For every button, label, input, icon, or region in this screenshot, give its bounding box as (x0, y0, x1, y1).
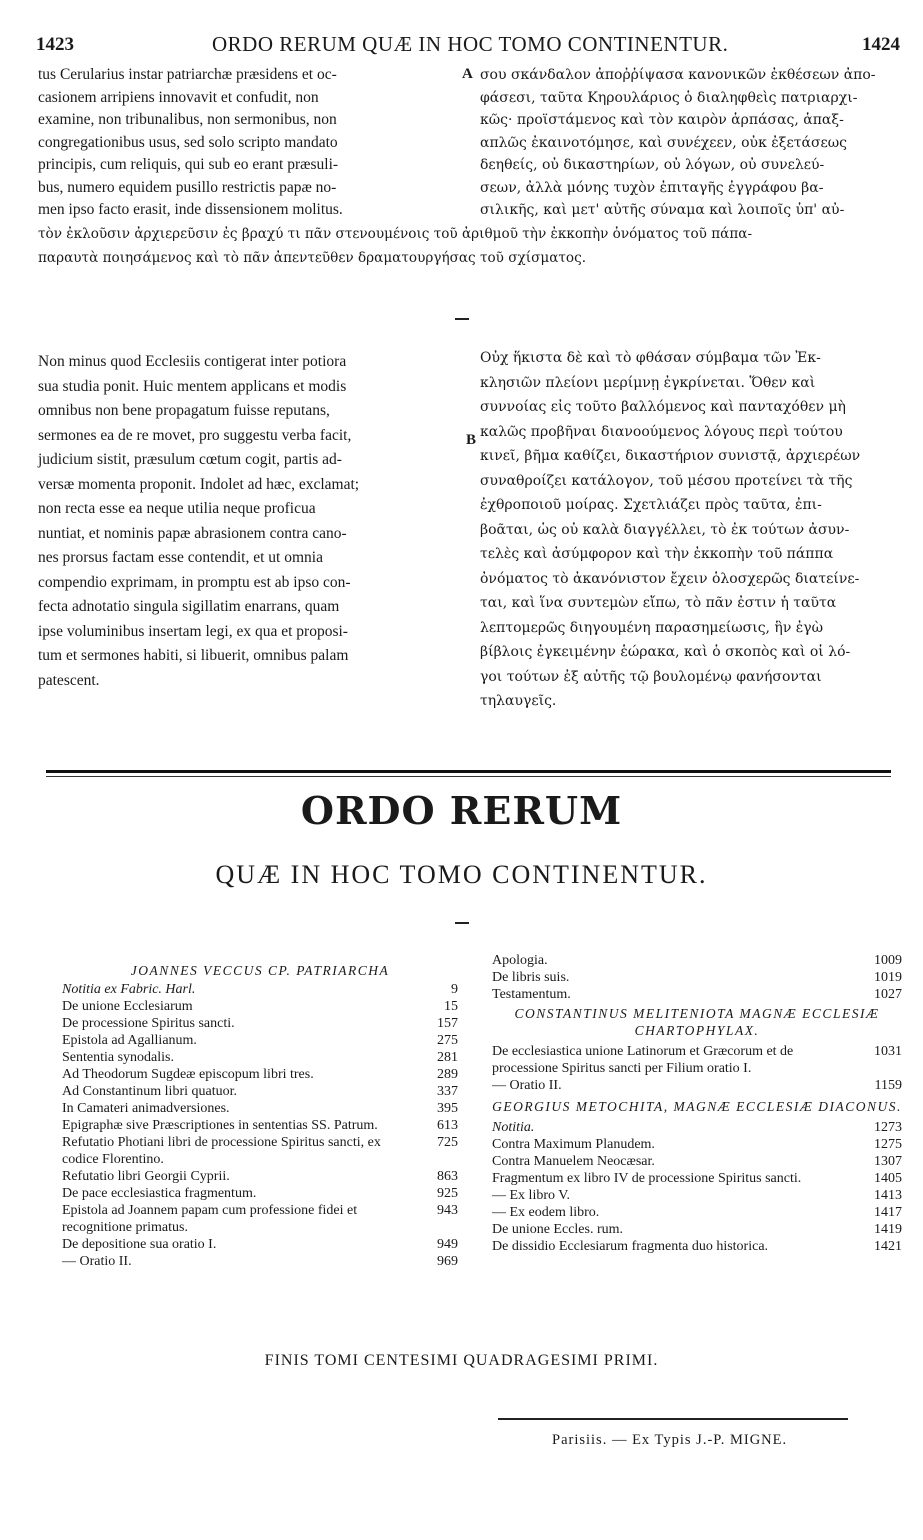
toc-entry (62, 1032, 458, 1049)
toc-entry-title: Fragmentum ex libro IV de processione Spiritus sancti. (492, 1171, 802, 1186)
text-line: Οὐχ ἥκιστα δὲ καὶ τὸ φθάσαν σύμβαμα τῶν Ἐκ- (480, 350, 821, 366)
toc-entry-title: Notitia. (492, 1120, 535, 1135)
toc-entry-page: 15 (444, 999, 458, 1014)
text-line: βοᾶται, ὡς οὐ καλὰ διαγγέλλει, τὸ ἐκ τούτων ἀσυν- (480, 521, 850, 538)
toc-entry (492, 986, 902, 1003)
toc-entry-page: 1405 (874, 1171, 902, 1186)
toc-entry-page: 1421 (874, 1239, 902, 1254)
toc-author-heading: CONSTANTINUS MELITENIOTA MAGNÆ ECCLESIÆ CHARTOPHYLAX. (514, 1006, 880, 1038)
toc-entry-title: De unione Eccles. rum. (492, 1222, 624, 1237)
toc-entry (492, 1170, 902, 1187)
toc-left-column (62, 962, 458, 1270)
toc-entry-page: 275 (437, 1033, 458, 1048)
text-line: tus Cerularius instar patriarchæ præsidens et oc- (38, 66, 337, 83)
toc-entry (62, 1117, 458, 1134)
text-line: non recta esse ea neque utilia neque proficua (38, 500, 316, 517)
text-line: judicium sistit, præsulum cœtum cogit, partis ad- (38, 451, 342, 468)
toc-entry-title: Epistola ad Joannem papam cum professione fidei et recognitione primatus. (62, 1203, 358, 1235)
toc-entry-title: Epistola ad Agallianum. (62, 1033, 197, 1048)
toc-author-heading: GEORGIUS METOCHITA, MAGNÆ ECCLESIÆ DIACONUS. (492, 1099, 902, 1114)
greek-column-b (480, 346, 900, 714)
toc-entry-title: — Oratio II. (62, 1254, 132, 1269)
toc-entry (62, 1236, 458, 1253)
text-line: patescent. (38, 671, 100, 689)
toc-entry-page: 1413 (874, 1188, 902, 1203)
text-line: ἐχθροποιοῦ μοίρας. Σχετλιάζει πρὸς ταῦτα, ἐπι- (480, 497, 822, 513)
toc-author-heading: JOANNES VECCUS CP. PATRIARCHA (130, 963, 390, 978)
toc-entry-page: 949 (437, 1237, 458, 1252)
text-line: κῶς· προϊστάμενος καὶ τὸν καιρὸν ἁρπάσας, ἁπαξ- (480, 112, 844, 128)
text-line: σιλικῆς, καὶ μετ' αὐτῆς σύναμα καὶ λοιποῖς ὑπ' αὐ- (480, 202, 845, 218)
text-line: sua studia ponit. Huic mentem applicans et modis (38, 377, 347, 395)
text-line: compendio exprimam, in promptu est ab ipso con- (38, 573, 351, 591)
toc-entry (492, 1187, 902, 1204)
toc-entry (492, 1077, 902, 1094)
text-line: sermones ea de re movet, pro suggestu verba facit, (38, 426, 352, 444)
toc-entry (62, 1168, 458, 1185)
toc-entry-title: De ecclesiastica unione Latinorum et Græcorum et de processione Spiritus sancti per Filium oratio I. (492, 1044, 794, 1076)
text-line: δεηθείς, οὐ δικαστηρίων, οὐ λόγων, οὐ συνελεύ- (480, 157, 825, 173)
greek-full-width-text (38, 222, 900, 270)
toc-entry-page: 9 (451, 982, 458, 997)
text-line: nes prorsus factam esse contendit, et ut omnia (38, 549, 323, 566)
toc-entry-title: De dissidio Ecclesiarum fragmenta duo historica. (492, 1239, 769, 1254)
text-line: απλῶς ἐκαινοτόμησε, καὶ συνέχεεν, οὐκ ἐξετάσεως (480, 134, 848, 151)
latin-column-b (38, 350, 456, 693)
toc-entry (492, 969, 902, 986)
finis-line: FINIS TOMI CENTESIMI QUADRAGESIMI PRIMI. (264, 1352, 659, 1369)
toc-entry (62, 1066, 458, 1083)
toc-entry-title: De depositione sua oratio I. (62, 1237, 217, 1252)
toc-entry-page: 1419 (874, 1222, 902, 1237)
text-line: σου σκάνδαλον ἀποῤῥίψασα κανονικῶν ἐκθέσεων ἀπο- (480, 67, 876, 83)
text-line: τελὲς καὶ ἀσύμφορον καὶ τὴν ἐκκοπὴν τοῦ πάππα (480, 546, 834, 562)
text-line: κινεῖ, βῆμα καθίζει, δικαστήριον συνιστᾷ, ἀρχιερέων (480, 448, 861, 464)
toc-entry (62, 1185, 458, 1202)
toc-entry-page: 1417 (874, 1205, 902, 1220)
toc-entry-page: 1275 (874, 1137, 902, 1152)
printer-imprint: Parisiis. — Ex Typis J.-P. MIGNE. (552, 1432, 788, 1448)
toc-entry-title: Sententia synodalis. (62, 1050, 174, 1065)
text-line: versæ momenta proponit. Indolet ad hæc, exclamat; (38, 475, 360, 493)
toc-entry-page: 395 (437, 1101, 458, 1116)
toc-entry (62, 998, 458, 1015)
toc-entry-title: Epigraphæ sive Præscriptiones in sententias SS. Patrum. (62, 1118, 378, 1133)
toc-entry-title: De unione Ecclesiarum (62, 999, 193, 1014)
toc-entry-title: De pace ecclesiastica fragmentum. (62, 1186, 257, 1201)
text-line: συννοίας εἰς τοῦτο βαλλόμενος καὶ πανταχόθεν μὴ (480, 399, 846, 415)
imprint-rule (498, 1418, 848, 1420)
toc-entry (62, 1049, 458, 1066)
running-title: ORDO RERUM QUÆ IN HOC TOMO CONTINENTUR. (212, 32, 729, 56)
toc-entry-page: 863 (437, 1169, 458, 1184)
toc-entry-page: 1019 (874, 970, 902, 985)
text-line: congregationibus usus, sed solo scripto mandato (38, 133, 338, 151)
toc-entry-title: Refutatio libri Georgii Cyprii. (62, 1169, 230, 1184)
toc-entry-title: — Ex eodem libro. (492, 1205, 600, 1220)
toc-entry-title: Refutatio Photiani libri de processione Spiritus sancti, ex codice Florentino. (62, 1135, 381, 1167)
text-line: βίβλοις ἐγκειμένην ἑώρακα, καὶ ὁ σκοπὸς καὶ οἱ λό- (480, 644, 851, 660)
text-line: examine, non tribunalibus, non sermonibus, non (38, 111, 337, 128)
running-header (22, 30, 900, 60)
toc-entry-page: 1307 (874, 1154, 902, 1169)
toc-entry (62, 1083, 458, 1100)
toc-entry (492, 1153, 902, 1170)
toc-entry (492, 1221, 902, 1238)
text-line: omnibus non bene propagatum fuisse reputans, (38, 402, 330, 419)
toc-entry-page: 943 (437, 1203, 458, 1218)
text-line: γοι τούτων ἐξ αὐτῆς τῷ βουλομένῳ φανήσονται (480, 668, 822, 685)
toc-entry-page: 1159 (874, 1078, 902, 1093)
text-line: Non minus quod Ecclesiis contigerat inter potiora (38, 353, 347, 370)
toc-entry-page: 613 (437, 1118, 458, 1133)
toc-entry-page: 969 (437, 1254, 458, 1269)
toc-entry (492, 1136, 902, 1153)
text-line: men ipso facto erasit, inde dissensionem molitus. (38, 201, 343, 218)
text-line: φάσεσι, ταῦτα Κηρουλάριος ὁ διαληφθεὶς πατριαρχι- (480, 89, 858, 106)
text-line: ipse voluminibus insertam legi, ex qua et proposi- (38, 622, 348, 640)
text-line: tum et sermones habiti, si libuerit, omnibus palam (38, 647, 349, 664)
toc-entry-title: Apologia. (492, 953, 548, 968)
toc-entry (492, 1238, 902, 1255)
text-line: ται, καὶ ἵνα συντεμὼν εἴπω, τὸ πᾶν ἐστιν ἡ ταῦτα (480, 595, 837, 611)
toc-entry-title: Testamentum. (492, 987, 571, 1002)
text-line: τηλαυγεῖς. (480, 693, 557, 709)
text-line: τὸν ἐκλοῦσιν ἀρχιερεῦσιν ἐς βραχύ τι πᾶν στενουμένοις τοῦ ἀριθμοῦ τὴν ἐκκοπὴν ὀνόματος τοῦ πάπα- (38, 226, 753, 242)
text-line: casionem arripiens innovavit et confudit, non (38, 88, 319, 106)
toc-entry-page: 289 (437, 1067, 458, 1082)
page-title: ORDO RERUM (300, 788, 623, 833)
toc-entry-page: 925 (437, 1186, 458, 1201)
text-line: παραυτὰ ποιησάμενος καὶ τὸ πᾶν ἀπεντεῦθεν δραματουργήσας τοῦ σχίσματος. (38, 250, 587, 266)
page-number-right: 1424 (862, 34, 900, 55)
margin-marker-b: B (466, 432, 477, 448)
toc-entry-page: 157 (437, 1016, 458, 1031)
section-divider-dash (455, 318, 469, 320)
page-subtitle: QUÆ IN HOC TOMO CONTINENTUR. (215, 860, 708, 889)
toc-entry-page: 1009 (874, 953, 902, 968)
toc-entry-title: — Ex libro V. (492, 1188, 571, 1203)
text-line: ὀνόματος τὸ ἀκανόνιστον ἔχειν ὁλοσχερῶς διατείνε- (480, 570, 860, 587)
greek-column-a (480, 64, 900, 222)
page-number-left: 1423 (36, 34, 74, 55)
toc-entry-page: 281 (437, 1050, 458, 1065)
toc-entry (62, 1134, 458, 1168)
toc-entry-page: 1031 (874, 1044, 902, 1059)
latin-column-a (38, 64, 456, 222)
toc-entry-page: 1273 (874, 1120, 902, 1135)
toc-entry-title: De processione Spiritus sancti. (62, 1016, 235, 1031)
toc-entry-page: 337 (437, 1084, 458, 1099)
toc-entry-title: Contra Manuelem Neocæsar. (492, 1154, 655, 1169)
toc-entry (492, 952, 902, 969)
toc-entry-title: Notitia ex Fabric. Harl. (62, 982, 196, 997)
margin-marker-a: A (462, 66, 473, 82)
text-line: bus, numero equidem pusillo restrictis papæ no- (38, 178, 337, 196)
section-rule-thick (46, 770, 891, 773)
toc-entry (62, 981, 458, 998)
toc-entry-title: Contra Maximum Planudem. (492, 1137, 655, 1152)
toc-entry-title: — Oratio II. (492, 1078, 562, 1093)
toc-entry-title: Ad Theodorum Sugdeæ episcopum libri tres. (62, 1067, 314, 1082)
text-line: καλῶς προβῆναι διανοούμενος λόγους περὶ τούτου (480, 423, 843, 440)
toc-entry-title: Ad Constantinum libri quatuor. (62, 1084, 237, 1099)
toc-entry (492, 1204, 902, 1221)
text-line: σεων, ἀλλὰ μόνης τυχὸν ἐπιταγῆς ἐγγράφου βα- (480, 179, 824, 196)
section-rule-thin (46, 776, 891, 777)
toc-entry (62, 1202, 458, 1236)
text-line: συναθροίζει κατάλογον, τοῦ μέσου προτείνει τὰ τῆς (480, 472, 853, 489)
toc-entry (62, 1100, 458, 1117)
toc-right-column (492, 952, 902, 1255)
text-line: λεπτομερῶς διηγουμένη παρασημείωσις, ἣν ἐγὼ (480, 619, 824, 636)
toc-entry (492, 1043, 902, 1077)
title-divider-dash (455, 922, 469, 924)
toc-entry (492, 1119, 902, 1136)
text-line: nuntiat, et nominis papæ abrasionem contra cano- (38, 524, 347, 542)
toc-entry-page: 1027 (874, 987, 902, 1002)
toc-entry (62, 1253, 458, 1270)
text-line: fecta adnotatio singula sigillatim enarrans, quam (38, 598, 340, 615)
toc-entry-title: In Camateri animadversiones. (62, 1101, 230, 1116)
text-line: κλησιῶν πλείονι μερίμνῃ ἐγκρίνεται. Ὅθεν καὶ (480, 374, 816, 391)
toc-entry-title: De libris suis. (492, 970, 570, 985)
toc-entry (62, 1015, 458, 1032)
toc-entry-page: 725 (437, 1135, 458, 1150)
text-line: principis, cum reliquis, qui sub eo erant præsuli- (38, 156, 339, 173)
